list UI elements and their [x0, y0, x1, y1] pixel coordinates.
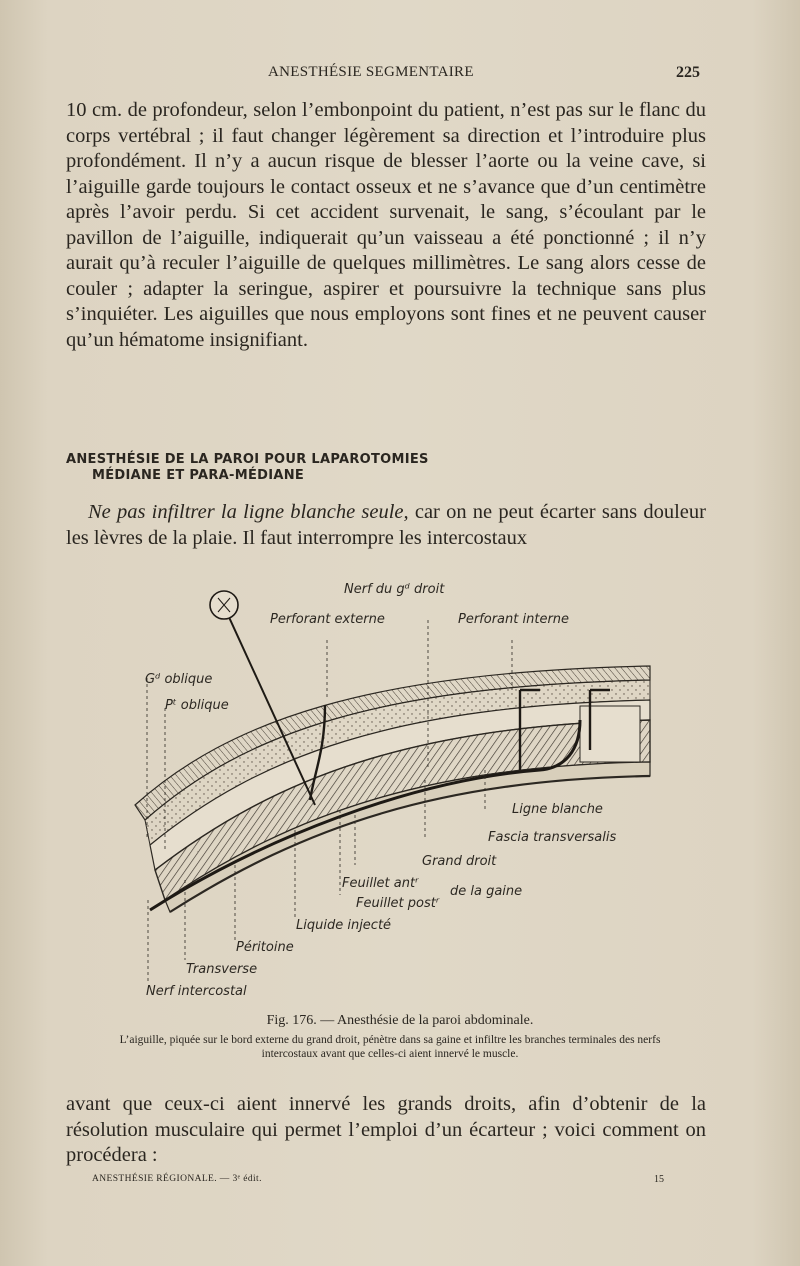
running-head	[0, 64, 800, 88]
page-number: 225	[676, 64, 700, 81]
italic-lead: Ne pas infiltrer la ligne blanche seule,	[88, 501, 409, 523]
page-footer	[0, 1174, 800, 1190]
label-grand-oblique: Gᵈ oblique	[145, 672, 213, 687]
label-transverse: Transverse	[186, 962, 258, 977]
label-feuillet-anterieur: Feuillet antʳ	[342, 876, 419, 891]
label-grand-droit: Grand droit	[422, 854, 497, 869]
running-title: ANESTHÉSIE SEGMENTAIRE	[268, 64, 474, 80]
body-paragraph-2	[66, 500, 706, 551]
label-ligne-blanche: Ligne blanche	[512, 802, 603, 817]
label-perforant-interne: Perforant interne	[458, 612, 570, 627]
body-paragraph-1: 10 cm. de profondeur, selon l’embonpoint du patient, n’est pas sur le flanc du corps vertébral ; il faut changer légèrement sa direction et l’introduire plus profondément. Il n’y a aucun risque de blesser l’aorte ou la veine cave, si l’aiguille garde toujours le contact osseux et ne s’avance que d’un centimètre après l’avoir perdu. Si cet accident survenait, le sang, s’écoulant par le pavillon de l’aiguille, indiquerait qu’un vaisseau a été ponctionné ; il n’y aurait qu’à reculer l’aiguille de quelques millimètres. Le sang alors cesse de couler ; adapter la seringue, aspirer et poursuivre la technique sans plus s’inquiéter. Les aiguilles que nous employons sont fines et ne peuvent causer qu’un hématome insignifiant.	[66, 99, 706, 351]
label-liquide-injecte: Liquide injecté	[296, 918, 392, 933]
label-perforant-externe: Perforant externe	[270, 612, 385, 627]
figure-abdominal-wall	[110, 580, 670, 1010]
label-fascia-transversalis: Fascia transversalis	[488, 830, 617, 845]
label-de-la-gaine: de la gaine	[450, 884, 523, 899]
section-heading	[66, 452, 626, 484]
label-peritoine: Péritoine	[236, 940, 294, 955]
label-petit-oblique: Pᵗ oblique	[165, 698, 229, 713]
label-nerf-intercostal: Nerf intercostal	[146, 984, 247, 999]
body-paragraph-3: avant que ceux-ci aient innervé les grands droits, afin d’obtenir de la résolution musculaire qui permet l’emploi d’un écarteur ; voici comment on procédera :	[66, 1093, 706, 1166]
signature-mark: 15	[654, 1174, 664, 1185]
footer-note: ANESTHÉSIE RÉGIONALE. — 3ᵉ édit.	[92, 1174, 262, 1184]
figure-caption-body: L’aiguille, piquée sur le bord externe du grand droit, pénètre dans sa gaine et infiltre les branches terminales des nerfs intercostaux avant que celles-ci aient innervé le muscle.	[119, 1034, 661, 1060]
section-heading-line-2: MÉDIANE ET PARA-MÉDIANE	[92, 468, 305, 483]
label-nerf-grand-droit: Nerf du gᵈ droit	[344, 582, 445, 597]
figure-caption-title: Fig. 176. — Anesthésie de la paroi abdominale.	[266, 1013, 534, 1028]
paragraph-2-rest: car on ne peut écarter sans douleur les lèvres de la plaie. Il faut interrompre les intercostaux	[66, 501, 706, 549]
section-heading-line-1: ANESTHÉSIE DE LA PAROI POUR LAPAROTOMIES	[66, 452, 429, 467]
label-feuillet-posterieur: Feuillet postʳ	[356, 896, 440, 911]
figure-drawing	[110, 580, 670, 1010]
